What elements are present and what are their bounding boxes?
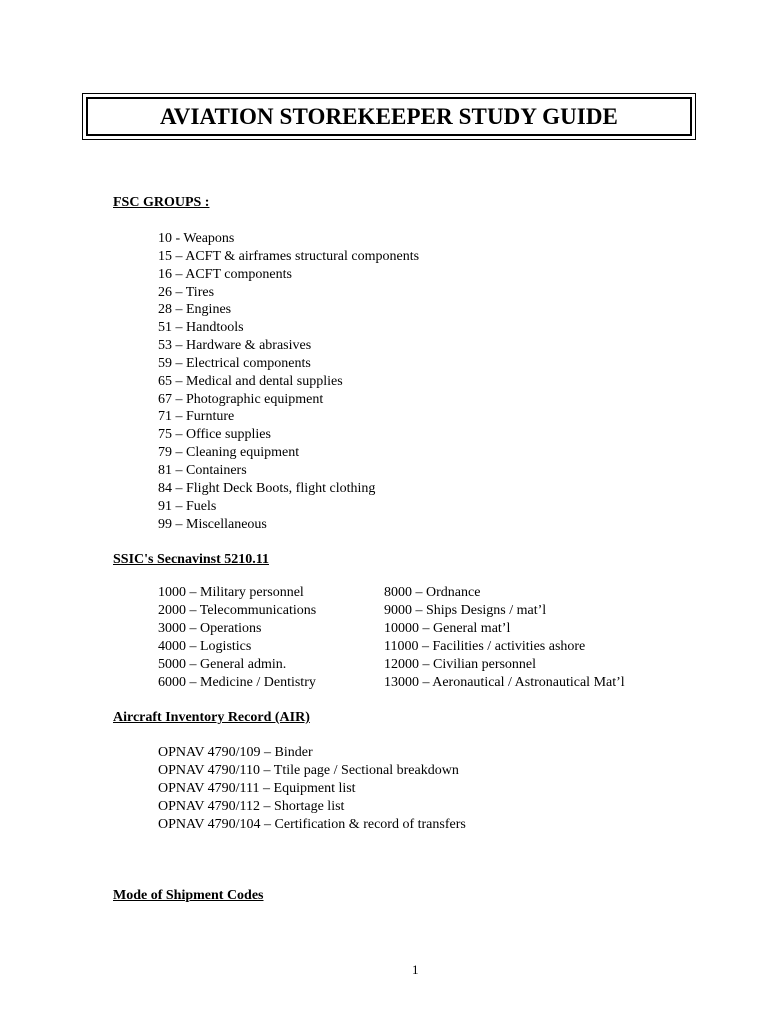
list-item: 71 – Furnture xyxy=(158,409,235,425)
ssic-code-right: 11000 – Facilities / activities ashore xyxy=(384,638,586,654)
list-item: OPNAV 4790/109 – Binder xyxy=(158,745,313,760)
ssic-code-right: 9000 – Ships Designs / mat’l xyxy=(384,602,547,618)
list-item: 51 – Handtools xyxy=(158,320,244,336)
list-item: 65 – Medical and dental supplies xyxy=(158,373,343,389)
list-item: 59 – Electrical components xyxy=(158,355,311,371)
list-item: 91 – Fuels xyxy=(158,498,217,514)
ssic-code-right: 8000 – Ordnance xyxy=(384,585,481,600)
list-item: OPNAV 4790/111 – Equipment list xyxy=(158,780,356,796)
list-item: OPNAV 4790/104 – Certification & record of transfers xyxy=(158,816,466,832)
list-item: 79 – Cleaning equipment xyxy=(158,445,300,461)
list-item: 81 – Containers xyxy=(158,462,247,478)
list-item: 53 – Hardware & abrasives xyxy=(158,338,312,354)
page-title: AVIATION STOREKEEPER STUDY GUIDE xyxy=(160,103,618,129)
air-heading: Aircraft Inventory Record (AIR) xyxy=(113,710,310,725)
title-box xyxy=(82,93,696,140)
shipment-codes-heading: Mode of Shipment Codes xyxy=(113,888,264,903)
fsc-groups-heading: FSC GROUPS : xyxy=(113,195,210,210)
fsc-groups-list xyxy=(158,230,419,533)
ssic-code-left: 3000 – Operations xyxy=(158,620,262,636)
list-item: 28 – Engines xyxy=(158,302,232,318)
ssic-code-right: 12000 – Civilian personnel xyxy=(384,656,537,672)
page-number: 1 xyxy=(412,962,419,977)
list-item: 84 – Flight Deck Boots, flight clothing xyxy=(158,480,376,496)
ssic-code-left: 4000 – Logistics xyxy=(158,638,252,654)
title-frame xyxy=(86,97,692,136)
ssic-code-left: 1000 – Military personnel xyxy=(158,585,304,600)
ssic-code-right: 13000 – Aeronautical / Astronautical Mat’l xyxy=(384,674,625,690)
air-forms-list xyxy=(158,744,466,834)
list-item: 99 – Miscellaneous xyxy=(158,516,267,532)
ssic-code-right: 10000 – General mat’l xyxy=(384,620,511,636)
list-item: 75 – Office supplies xyxy=(158,427,271,443)
list-item: 10 - Weapons xyxy=(158,231,235,246)
list-item: 26 – Tires xyxy=(158,284,215,300)
ssic-table xyxy=(158,584,664,691)
list-item: OPNAV 4790/110 – Ttile page / Sectional breakdown xyxy=(158,762,459,778)
list-item: 67 – Photographic equipment xyxy=(158,391,324,407)
ssic-heading: SSIC's Secnavinst 5210.11 xyxy=(113,552,269,567)
ssic-code-left: 5000 – General admin. xyxy=(158,656,287,672)
ssic-code-left: 6000 – Medicine / Dentistry xyxy=(158,674,316,690)
list-item: OPNAV 4790/112 – Shortage list xyxy=(158,798,345,814)
ssic-code-left: 2000 – Telecommunications xyxy=(158,602,317,618)
list-item: 15 – ACFT & airframes structural components xyxy=(158,248,420,264)
list-item: 16 – ACFT components xyxy=(158,266,292,282)
